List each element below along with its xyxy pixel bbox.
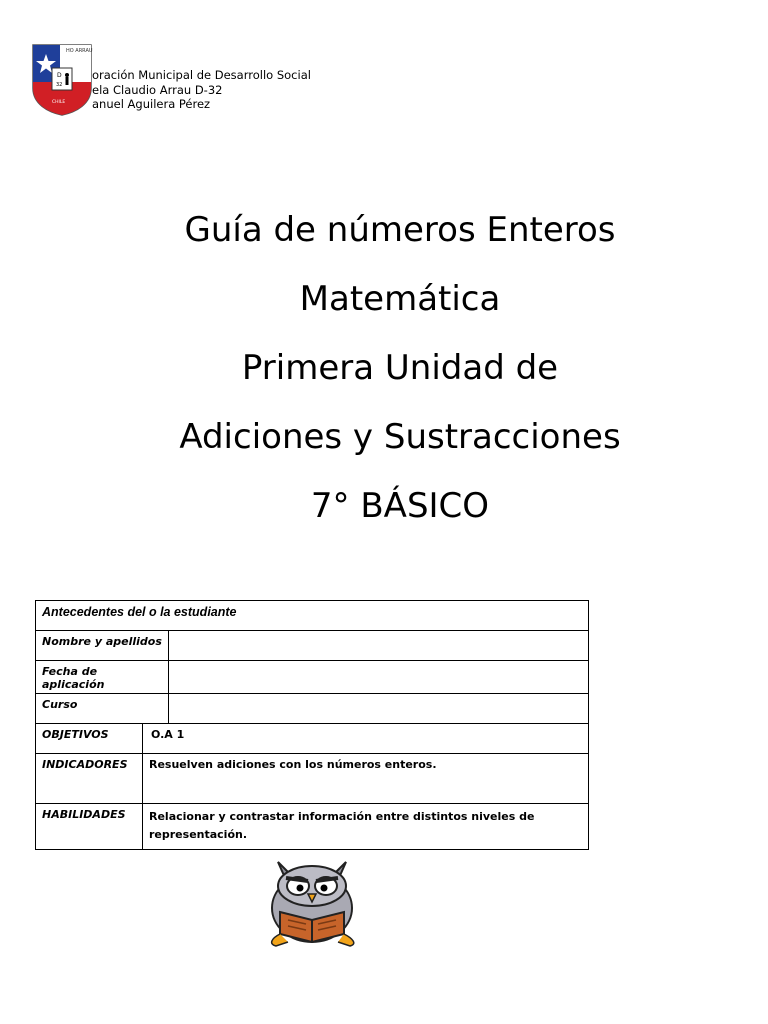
objectives-label: OBJETIVOS [36, 724, 143, 754]
indicators-label: INDICADORES [36, 754, 143, 804]
date-field[interactable] [169, 661, 589, 694]
date-label: Fecha de aplicación [36, 661, 169, 694]
objectives-value: O.A 1 [143, 724, 589, 754]
document-title [0, 196, 768, 541]
course-label: Curso [36, 694, 169, 724]
student-info-table [35, 600, 589, 850]
title-line-4: Adiciones y Sustracciones [179, 417, 621, 457]
name-field[interactable] [169, 631, 589, 661]
title-line-3: Primera Unidad de [241, 348, 559, 388]
title-line-5: 7° BÁSICO [310, 486, 490, 526]
indicators-value: Resuelven adiciones con los números enteros. [143, 754, 589, 804]
header-line-2: ela Claudio Arrau D-32 [92, 82, 223, 97]
name-label: Nombre y apellidos [36, 631, 169, 661]
title-line-2: Matemática [299, 279, 501, 319]
skills-label: HABILIDADES [36, 804, 143, 850]
svg-text:CHILE: CHILE [52, 100, 66, 105]
svg-text:D: D [57, 72, 62, 79]
owl-reading-book-icon [258, 850, 366, 950]
svg-text:HO ARRAU: HO ARRAU [66, 48, 93, 54]
school-header [92, 68, 311, 112]
header-line-1: oración Municipal de Desarrollo Social [92, 68, 311, 82]
school-crest-logo [30, 42, 94, 116]
svg-text:32: 32 [56, 82, 63, 88]
header-line-3: anuel Aguilera Pérez [92, 97, 211, 111]
skills-value: Relacionar y contrastar información entre distintos niveles de representación. [143, 804, 589, 850]
table-heading: Antecedentes del o la estudiante [36, 601, 589, 631]
course-field[interactable] [169, 694, 589, 724]
title-line-1: Guía de números Enteros [184, 210, 616, 250]
